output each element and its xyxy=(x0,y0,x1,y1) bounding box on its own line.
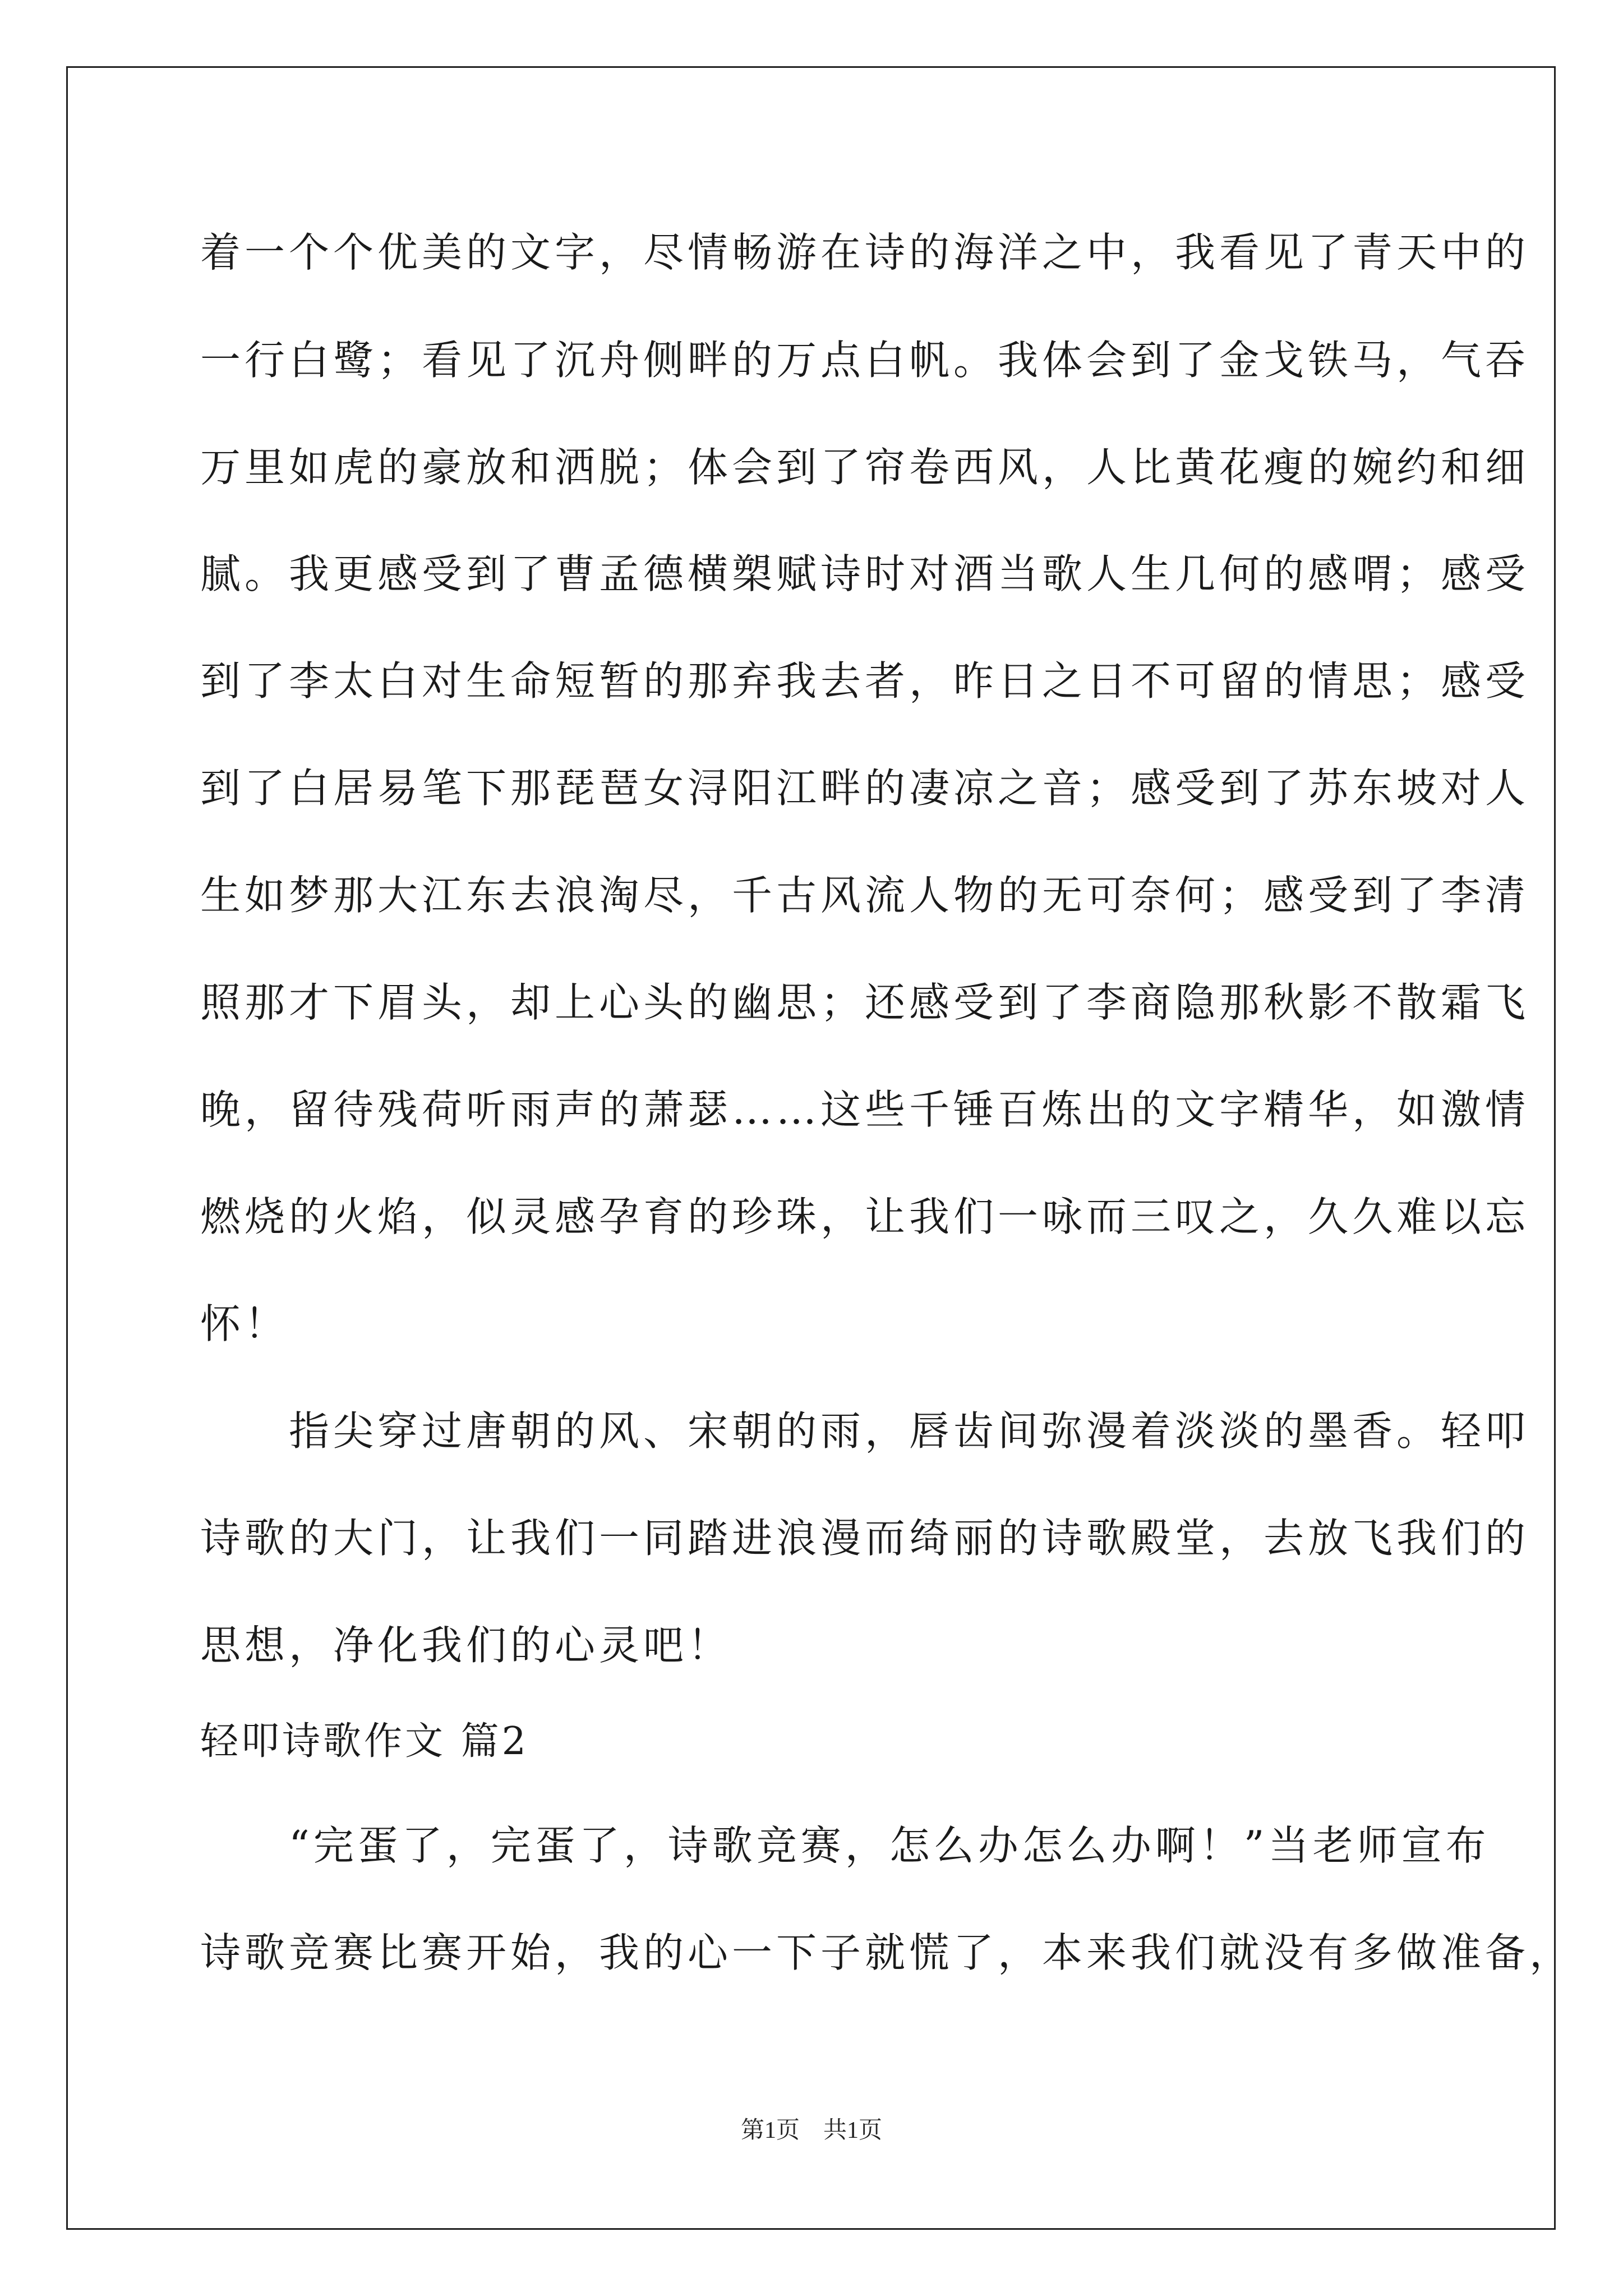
text-line: 到了李太白对生命短暂的那弃我去者，昨日之日不可留的情思；感受 xyxy=(200,657,1530,705)
text-line: 万里如虎的豪放和洒脱；体会到了帘卷西风，人比黄花瘦的婉约和细 xyxy=(200,444,1530,491)
text-line: 一行白鹭；看见了沉舟侧畔的万点白帆。我体会到了金戈铁马，气吞 xyxy=(200,337,1530,384)
text-line: 诗歌竞赛比赛开始，我的心一下子就慌了，本来我们就没有多做准备， xyxy=(200,1929,1574,1976)
text-line: 燃烧的火焰，似灵感孕育的珍珠，让我们一咏而三叹之，久久难以忘 xyxy=(200,1193,1530,1240)
text-line: 生如梦那大江东去浪淘尽，千古风流人物的无可奈何；感受到了李清 xyxy=(200,872,1530,919)
text-line: 怀！ xyxy=(200,1300,289,1347)
section-heading: 轻叩诗歌作文 篇2 xyxy=(200,1719,529,1764)
text-line: 腻。我更感受到了曹孟德横槊赋诗时对酒当歌人生几何的感喟；感受 xyxy=(200,550,1530,597)
page-number-footer: 第1页 共1页 xyxy=(740,2118,882,2143)
text-line: 指尖穿过唐朝的风、宋朝的雨，唇齿间弥漫着淡淡的墨香。轻叩 xyxy=(200,1407,1530,1455)
text-line: “完蛋了，完蛋了，诗歌竞赛，怎么办怎么办啊！”当老师宣布 xyxy=(200,1822,1490,1869)
text-line: 晚，留待残荷听雨声的萧瑟……这些千锤百炼出的文字精华，如激情 xyxy=(200,1086,1530,1133)
page-border xyxy=(66,66,1556,2230)
text-line: 到了白居易笔下那琵琶女浔阳江畔的凄凉之音；感受到了苏东坡对人 xyxy=(200,765,1530,812)
text-line: 着一个个优美的文字，尽情畅游在诗的海洋之中，我看见了青天中的 xyxy=(200,229,1530,276)
text-line: 思想，净化我们的心灵吧！ xyxy=(200,1622,732,1669)
text-line: 诗歌的大门，让我们一同踏进浪漫而绮丽的诗歌殿堂，去放飞我们的 xyxy=(200,1515,1530,1562)
text-line: 照那才下眉头，却上心头的幽思；还感受到了李商隐那秋影不散霜飞 xyxy=(200,979,1530,1026)
